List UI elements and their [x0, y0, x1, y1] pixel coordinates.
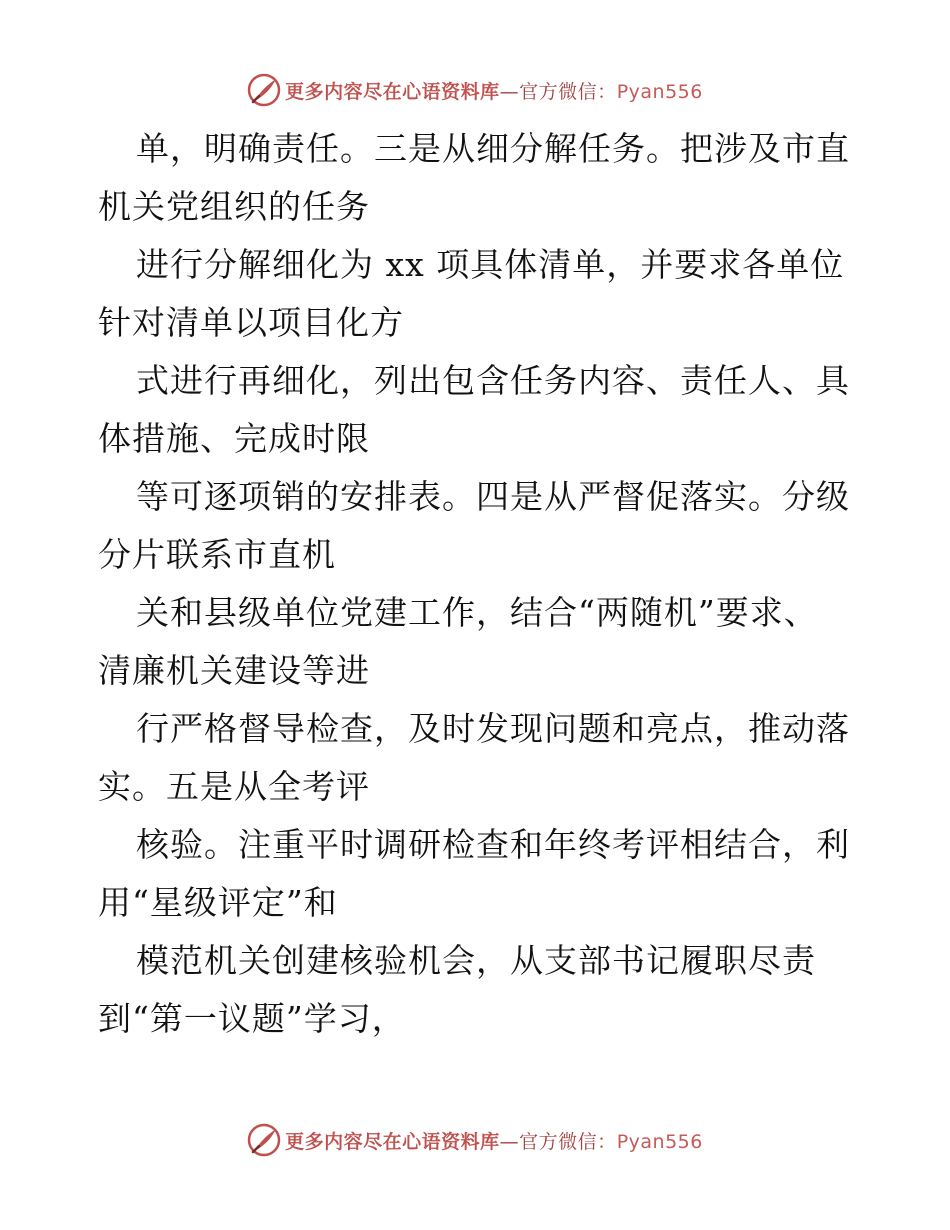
body-line: 模范机关创建核验机会，从支部书记履职尽责	[136, 941, 816, 980]
body-line: 单，明确责任。三是从细分解任务。把涉及市直	[136, 129, 850, 168]
footer-site-text: 更多内容尽在心语资料库	[285, 1130, 500, 1153]
footer-wechat-label: 官方微信：	[519, 1130, 617, 1153]
footer-dash: —	[499, 1130, 520, 1153]
body-line: 体措施、完成时限	[98, 419, 370, 458]
body-line: 用“星级评定”和	[98, 883, 338, 922]
body-line: 清廉机关建设等进	[98, 651, 370, 690]
body-line: 式进行再细化，列出包含任务内容、责任人、具	[136, 361, 850, 400]
quill-logo-icon	[247, 73, 281, 107]
body-line: 等可逐项销的安排表。四是从严督促落实。分级	[136, 477, 850, 516]
header-dash: —	[499, 80, 520, 103]
body-line: 关和县级单位党建工作，结合“两随机”要求、	[136, 593, 818, 632]
body-line: 到“第一议题”学习，	[98, 999, 406, 1038]
footer-banner-text	[285, 1127, 703, 1154]
header-wechat-id: Pyan556	[616, 80, 703, 103]
header-banner-text	[285, 77, 703, 104]
body-line: 机关党组织的任务	[98, 187, 370, 226]
body-line: 进行分解细化为 xx 项具体清单，并要求各单位	[136, 245, 845, 284]
quill-logo-icon	[247, 1123, 281, 1157]
body-line: 针对清单以项目化方	[98, 303, 404, 342]
body-line: 分片联系市直机	[98, 535, 336, 574]
footer-watermark-banner	[0, 1120, 950, 1160]
header-site-text: 更多内容尽在心语资料库	[285, 80, 500, 103]
header-wechat-label: 官方微信：	[519, 80, 617, 103]
footer-wechat-id: Pyan556	[616, 1130, 703, 1153]
body-line: 核验。注重平时调研检查和年终考评相结合，利	[136, 825, 850, 864]
body-line: 行严格督导检查，及时发现问题和亮点，推动落	[136, 709, 850, 748]
header-watermark-banner	[0, 70, 950, 110]
body-line: 实。五是从全考评	[98, 767, 370, 806]
document-body	[98, 120, 858, 1048]
